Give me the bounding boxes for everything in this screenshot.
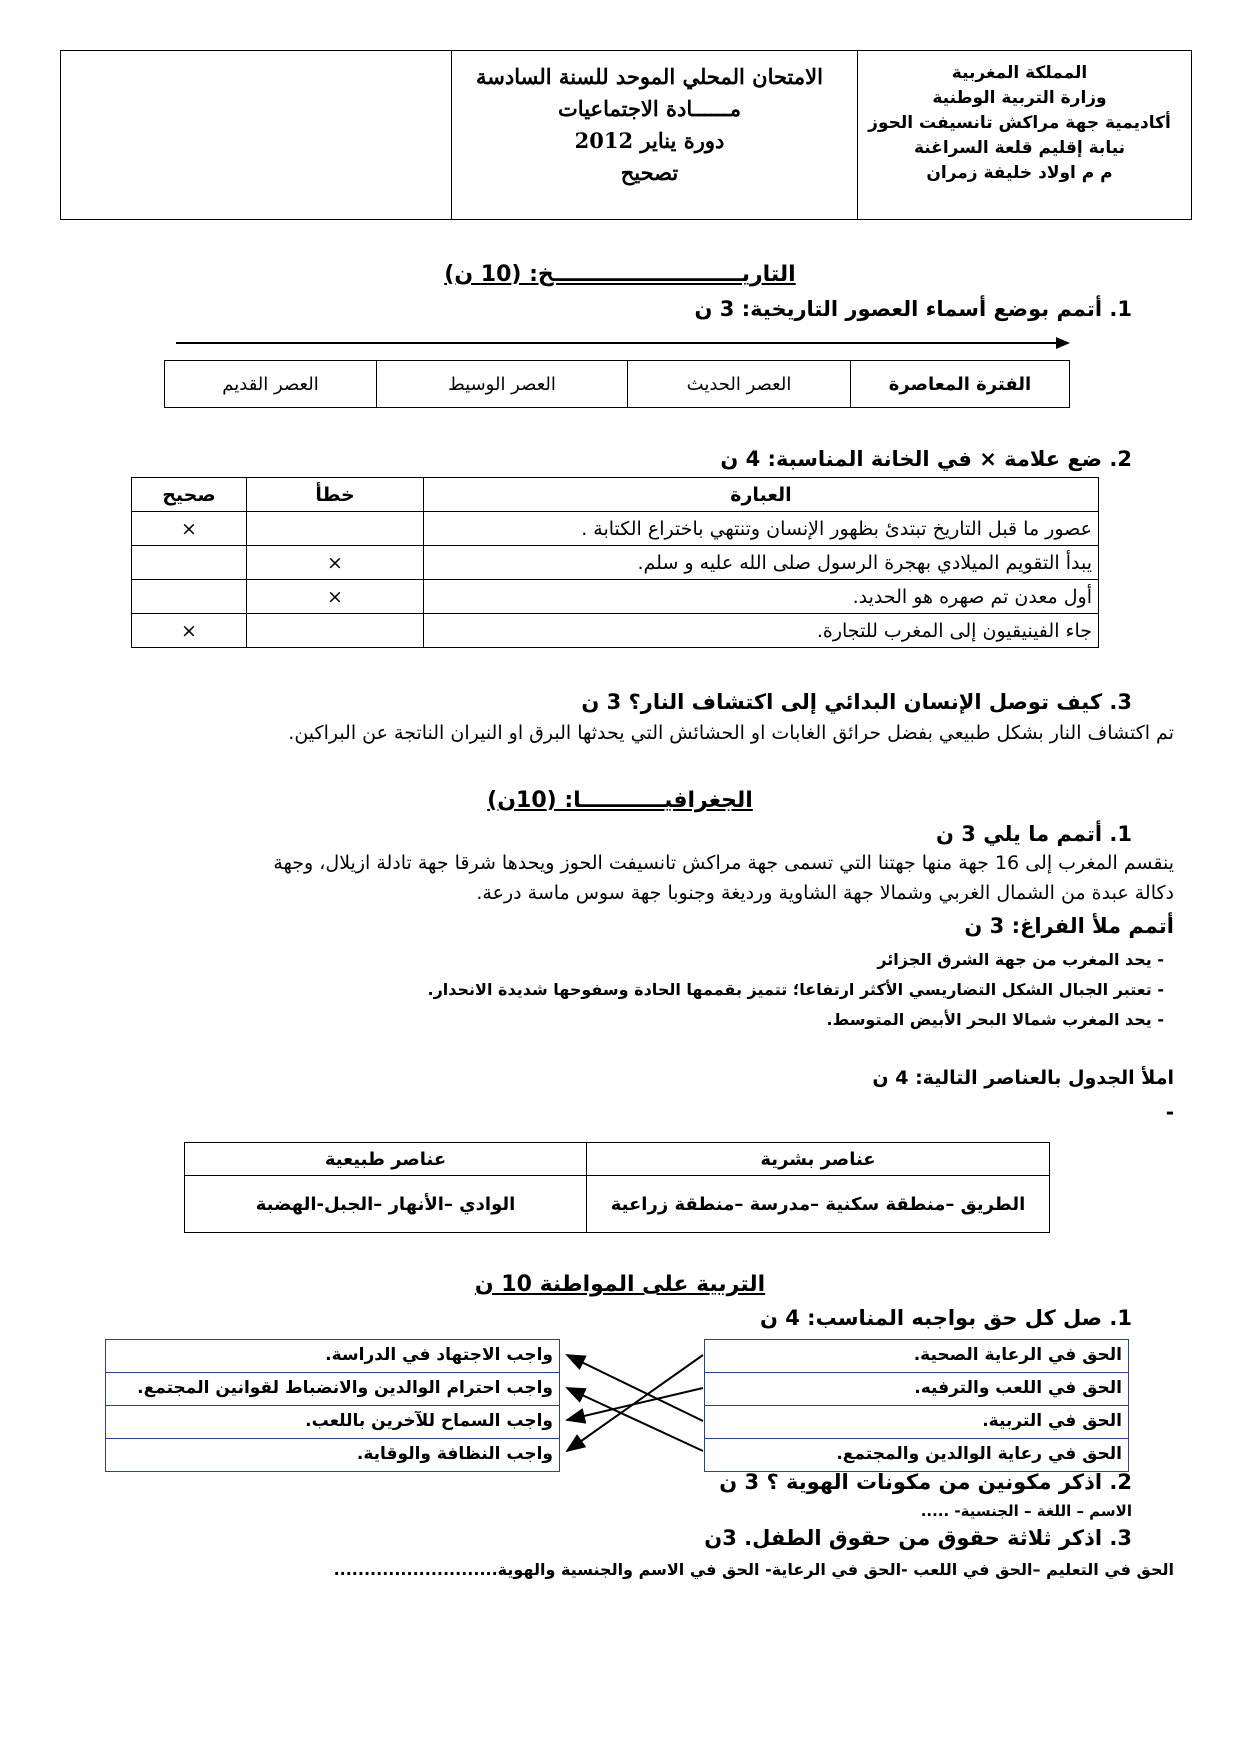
civics-a2: الاسم – اللغة – الجنسية- ..... [920, 1502, 1132, 1520]
table-row [132, 546, 1099, 580]
exam-block [451, 51, 857, 219]
tf-header-right: صحيح [132, 478, 247, 512]
duty-item: واجب الاجتهاد في الدراسة. [106, 1340, 559, 1373]
civics-q1: 1. صل كل حق بواجبه المناسب: 4 ن [760, 1306, 1132, 1330]
tf-statement: يبدأ التقويم الميلادي بهجرة الرسول صلى الله عليه و سلم. [424, 546, 1099, 580]
duty-item: واجب السماح للآخرين باللعب. [106, 1406, 559, 1439]
era-cell: العصر الوسيط [377, 361, 628, 408]
civics-a3: الحق في التعليم –الحق في اللعب -الحق في الرعاية- الحق في الاسم والجنسية والهوية........................... [333, 1560, 1174, 1579]
right-item: الحق في التربية. [705, 1406, 1128, 1439]
elements-header-natural: عناصر طبيعية [185, 1143, 587, 1176]
duty-item: واجب النظافة والوقاية. [356, 1444, 553, 1464]
table-row [132, 580, 1099, 614]
civics-q2: 2. اذكر مكونين من مكونات الهوية ؟ 3 ن [719, 1470, 1132, 1494]
tf-statement: عصور ما قبل التاريخ تبتدئ بظهور الإنسان وتنتهي باختراع الكتابة . [424, 512, 1099, 546]
duty-item: واجب احترام الوالدين والانضباط لقوانين المجتمع. [106, 1373, 559, 1406]
eras-table [164, 360, 1070, 408]
institution-line: م م اولاد خليفة زمران [926, 163, 1113, 183]
tf-wrong-mark [247, 512, 424, 546]
tf-right-mark: × [132, 512, 247, 546]
history-q3: 3. كيف توصل الإنسان البدائي إلى اكتشاف النار؟ 3 ن [581, 690, 1132, 714]
history-q2: 2. ضع علامة × في الخانة المناسبة: 4 ن [720, 447, 1132, 471]
tf-statement: أول معدن تم صهره هو الحديد. [424, 580, 1099, 614]
header-empty-cell [61, 51, 451, 219]
header-box [60, 50, 1192, 220]
elements-natural-values: الوادي –الأنهار –الجبل-الهضبة [185, 1176, 587, 1233]
table-title: املأ الجدول بالعناصر التالية: 4 ن [872, 1067, 1174, 1089]
tf-right-mark [132, 546, 247, 580]
tf-statement: جاء الفينيقيون إلى المغرب للتجارة. [424, 614, 1099, 648]
tf-wrong-mark: × [247, 580, 424, 614]
tf-header-wrong: خطأ [247, 478, 424, 512]
fill-item: - يحد المغرب شمالا البحر الأبيض المتوسط. [826, 1010, 1164, 1029]
institution-line: أكاديمية جهة مراكش تانسيفت الحوز [868, 113, 1171, 133]
geography-q1: 1. أتمم ما يلي 3 ن [936, 822, 1132, 846]
tf-header-statement: العبارة [424, 478, 1099, 512]
elements-table [184, 1142, 1050, 1233]
right-item: الحق في الرعاية الصحية. [705, 1340, 1128, 1373]
tf-wrong-mark: × [247, 546, 424, 580]
tf-right-mark: × [132, 614, 247, 648]
history-a3: تم اكتشاف النار بشكل طبيعي بفضل حرائق الغابات او الحشائش التي يحدثها البرق او النيران الناتجة عن البراكين. [288, 722, 1174, 744]
timeline-arrow [176, 335, 1071, 355]
geography-text-line2: دكالة عبدة من الشمال الغربي وشمالا جهة الشاوية ورديغة وجنوبا جهة سوس ماسة درعة. [476, 882, 1174, 904]
institution-line: وزارة التربية الوطنية [932, 88, 1107, 108]
geography-title: الجغرافيـــــــــــا: (10ن) [487, 788, 753, 813]
history-q1: 1. أتمم بوضع أسماء العصور التاريخية: 3 ن [694, 297, 1132, 321]
history-title: التاريـــــــــــــــــــــــــخ: (10 ن) [444, 262, 796, 287]
elements-human-values: الطريق –منطقة سكنية –مدرسة –منطقة زراعية [587, 1176, 1050, 1233]
era-cell: العصر الحديث [628, 361, 851, 408]
duties-box [105, 1339, 560, 1472]
exam-line: الامتحان المحلي الموحد للسنة السادسة [476, 64, 823, 89]
tf-wrong-mark [247, 614, 424, 648]
dash: - [1165, 1100, 1174, 1124]
civics-title: التربية على المواطنة 10 ن [474, 1272, 766, 1297]
matching-arrows [555, 1335, 710, 1470]
exam-line: مــــــادة الاجتماعيات [558, 96, 741, 121]
right-item: الحق في رعاية الوالدين والمجتمع. [836, 1444, 1122, 1464]
geography-text-line1: ينقسم المغرب إلى 16 جهة منها جهتنا التي تسمى جهة مراكش تانسيفت الحوز ويحدها شرقا جهة تادلة ازيلال، وجهة [273, 852, 1174, 874]
institution-block [857, 51, 1191, 219]
civics-q3: 3. اذكر ثلاثة حقوق من حقوق الطفل. 3ن [704, 1526, 1132, 1550]
table-row [132, 512, 1099, 546]
fill-item: - تعتبر الجبال الشكل التضاريسي الأكثر ارتفاعا؛ تتميز بقممها الحادة وسفوحها شديدة الانحدار. [427, 980, 1164, 999]
era-cell: الفترة المعاصرة [851, 361, 1070, 408]
rights-box [704, 1339, 1129, 1472]
exam-line: دورة يناير 2012 [574, 128, 725, 153]
fill-item: - يحد المغرب من جهة الشرق الجزائر [877, 950, 1164, 969]
exam-line: تصحيح [620, 160, 679, 185]
right-item: الحق في اللعب والترفيه. [705, 1373, 1128, 1406]
tf-right-mark [132, 580, 247, 614]
true-false-table [131, 477, 1099, 648]
institution-line: المملكة المغربية [951, 63, 1088, 83]
era-cell: العصر القديم [165, 361, 377, 408]
table-row [132, 614, 1099, 648]
fill-title: أتمم ملأ الفراغ: 3 ن [964, 914, 1174, 938]
institution-line: نيابة إقليم قلعة السراغنة [913, 138, 1126, 158]
elements-header-human: عناصر بشرية [587, 1143, 1050, 1176]
